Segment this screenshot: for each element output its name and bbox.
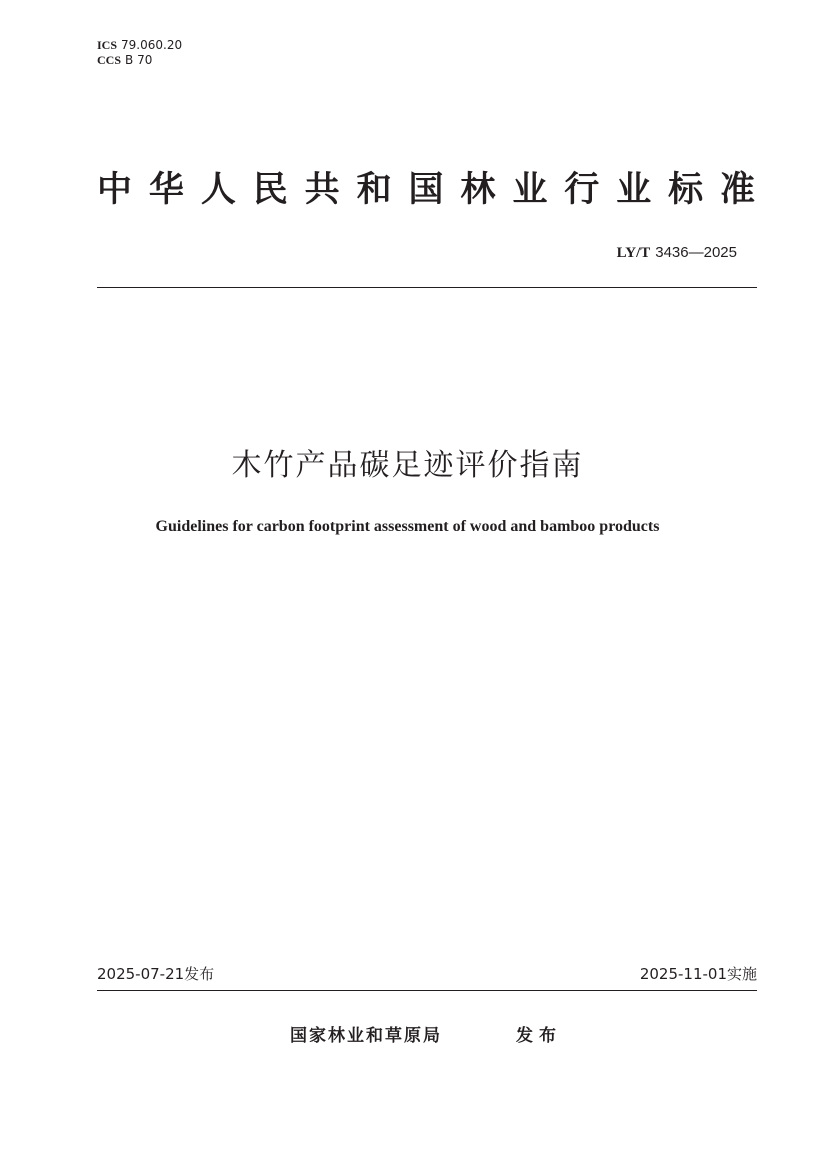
organization-title: 中华人民共和国林业行业标准 xyxy=(97,170,757,210)
classification-codes xyxy=(97,38,182,68)
top-divider xyxy=(97,287,757,288)
document-title-en: Guidelines for carbon footprint assessment of wood and bamboo products xyxy=(155,518,660,535)
implementation-date: 2025-11-01实施 xyxy=(639,965,757,983)
document-title-cn: 木竹产品碳足迹评价指南 xyxy=(231,448,584,483)
standard-prefix: LY/T xyxy=(616,245,651,261)
ccs-code xyxy=(97,53,182,68)
issue-date: 2025-07-21发布 xyxy=(97,965,215,983)
publisher-name: 国家林业和草原局 xyxy=(290,1026,442,1046)
standard-code: 3436—2025 xyxy=(655,244,737,261)
ics-code xyxy=(97,38,182,53)
ccs-value: B 70 xyxy=(125,53,153,67)
ics-value: 79.060.20 xyxy=(121,38,183,52)
publish-label: 发布 xyxy=(516,1026,562,1046)
bottom-divider xyxy=(97,990,757,991)
ccs-label: CCS xyxy=(97,53,122,67)
ics-label: ICS xyxy=(97,38,118,52)
standard-number xyxy=(617,242,737,263)
